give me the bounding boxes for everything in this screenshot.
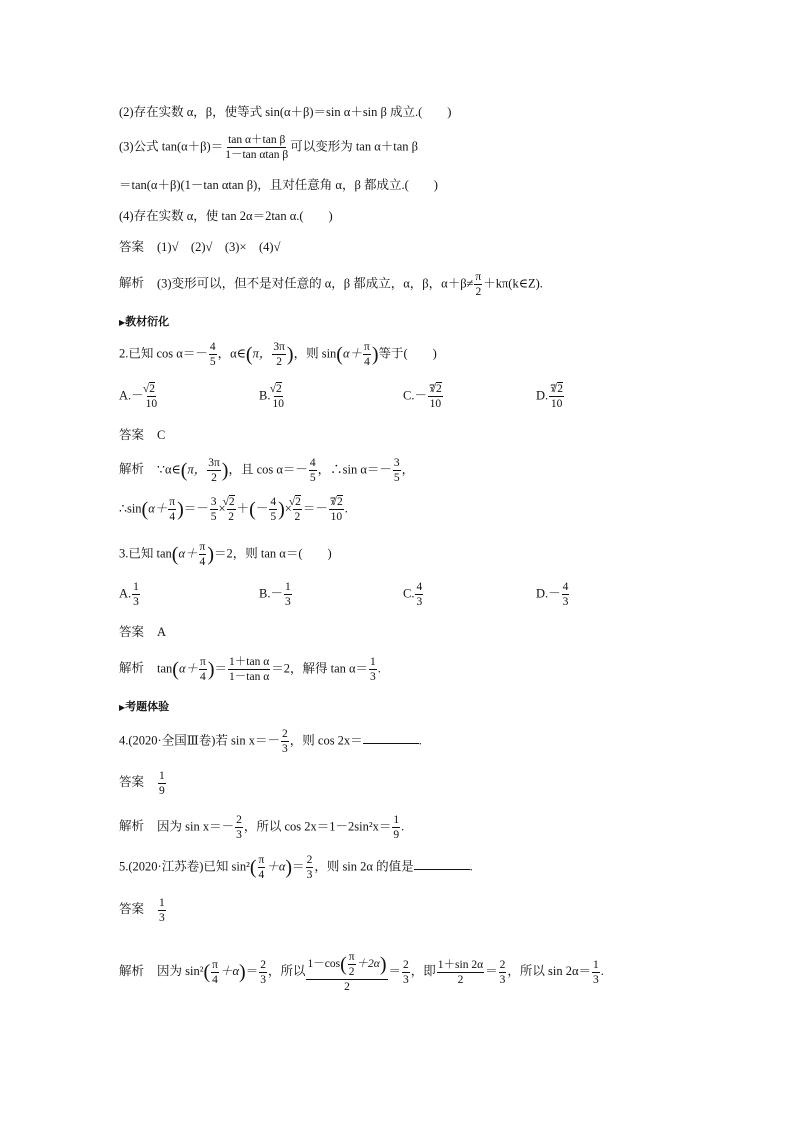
alpha-plus: α＋ xyxy=(148,501,168,516)
numerator: √ 2 xyxy=(274,382,283,397)
fraction: $\frac{\pi}{4}$ xyxy=(212,958,218,986)
fraction: $\frac{\pi}{4}$ xyxy=(364,341,370,368)
statement-3-part1: (3)公式 tan(α＋β)＝ $\frac{\text{tan α＋tan β}}{\text{1－tan αtan β}}$ 可以变形为 tan α＋tan β xyxy=(119,134,419,161)
tan-sum-fraction: $\frac{\text{tan α＋tan β}}{\text{1－tan αtan β}}$ xyxy=(225,134,289,161)
option-d[interactable]: D.－ $\frac{4}{3}$ xyxy=(536,581,569,608)
left-paren: ( xyxy=(172,658,179,681)
option-c[interactable]: C.－ $\frac{7√ 2}{10}$ xyxy=(403,382,444,411)
left-paren: ( xyxy=(203,961,211,983)
answer-5: 答案 $\frac{1}{3}$ xyxy=(119,897,165,924)
answer-4: 答案 $\frac{1}{9}$ xyxy=(119,770,165,797)
plus-alpha: ＋α xyxy=(266,859,286,874)
numerator: 7√ 2 xyxy=(329,495,344,510)
fraction: $\frac{2}{3}$ xyxy=(499,958,506,986)
right-paren: ) xyxy=(207,658,215,681)
right-paren: ) xyxy=(207,543,214,566)
left-paren: ( xyxy=(249,498,256,521)
left-paren: ( xyxy=(180,459,188,482)
triangle-marker-icon: ▶ xyxy=(119,318,126,327)
pi-symbol: π， xyxy=(252,346,272,361)
right-paren: ) xyxy=(177,498,184,521)
statement-2: (2)存在实数 α，β，使等式 sin(α＋β)＝sin α＋sin β 成立.( ) xyxy=(119,105,452,119)
fraction: $\frac{7√ 2}{10}$ xyxy=(428,382,443,411)
answer-1: 答案 (1)√ (2)√ (3)× (4)√ xyxy=(119,240,281,254)
fraction: $\frac{\text{1＋tan α}}{\text{1－tan α}}$ xyxy=(229,656,270,683)
numerator: √ 2 xyxy=(227,495,236,510)
fraction: $\frac{4}{5}$ xyxy=(209,341,216,368)
plus-2alpha: ＋2α xyxy=(356,958,380,971)
alpha-plus: α＋ xyxy=(342,346,363,361)
fraction: $\frac{4}{3}$ xyxy=(562,581,569,608)
fraction: $\frac{2}{3}$ xyxy=(282,728,288,755)
option-a[interactable]: A. $\frac{1}{3}$ xyxy=(119,581,139,608)
answer-3: 答案 A xyxy=(119,625,167,639)
fraction: √ $\frac{2}{2}$ xyxy=(293,495,302,524)
question-5-stem: 5.(2020·江苏卷)已知 sin²( $\frac{\pi}{4}$ ＋α)＝ $\frac{2}{3}$ ，则 sin 2α 的值是 . xyxy=(119,854,473,881)
right-paren: ) xyxy=(286,343,294,366)
fraction: $\frac{4}{5}$ xyxy=(270,496,277,523)
analysis-2-line1: 解析 ∵α∈(π， $\frac{3\pi}{2}$ )，且 cos α＝－ $\frac{4}{5}$ ，∴sin α＝－ $\frac{3}{5}$ ， xyxy=(119,457,415,484)
alpha-plus: α＋ xyxy=(178,661,199,676)
right-paren: ) xyxy=(371,343,379,366)
plus-alpha: ＋α xyxy=(219,963,240,978)
fraction: $\frac{1}{3}$ xyxy=(159,897,165,924)
option-c[interactable]: C. $\frac{4}{3}$ xyxy=(403,581,423,608)
option-d[interactable]: D. $\frac{7√ 2}{10}$ xyxy=(536,382,565,411)
numerator: 7√ 2 xyxy=(428,382,443,397)
pi-symbol: π， xyxy=(187,462,207,477)
analysis-5: 解析 因为 sin²( $\frac{\pi}{4}$ ＋α)＝ $\frac{2}{3}$ ，所以 1－cos( $\frac{\pi}{2}$ ＋2α) 2 ＝ $\frac{2}{3}$ ，即 $\frac{1+\sin 2\alpha}{2}$ ＝ $\frac{2}{3}$ ，所以 sin 2α＝ $\frac{1}{3}$ . xyxy=(119,951,604,993)
right-paren: ) xyxy=(278,498,285,521)
fraction: $\frac{2}{3}$ xyxy=(236,814,242,841)
fraction: $\frac{\pi}{4}$ xyxy=(200,656,206,683)
analysis-3: 解析 tan(α＋ $\frac{\pi}{4}$ )＝ $\frac{\text{1＋tan α}}{\text{1－tan α}}$ ＝2，解得 tan α＝ $\frac{1}{3}$ . xyxy=(119,656,381,683)
fraction: $\frac{\pi}{2}$ xyxy=(348,951,355,978)
fraction: $\frac{\pi}{4}$ xyxy=(169,496,176,523)
fraction: $\frac{2}{3}$ xyxy=(306,854,313,881)
big-fraction: 1－cos( $\frac{\pi}{2}$ ＋2α) 2 xyxy=(307,951,387,993)
fraction: $\frac{1}{3}$ xyxy=(133,581,139,608)
fraction: $\frac{7√ 2}{10}$ xyxy=(549,382,564,411)
fraction: √ $\frac{2}{10}$ xyxy=(145,382,159,411)
fraction: √ $\frac{2}{2}$ xyxy=(227,495,236,524)
right-paren: ) xyxy=(285,856,293,879)
comma: ， xyxy=(401,462,415,477)
fraction: $\frac{3}{5}$ xyxy=(210,496,217,523)
pi-over-2: $\frac{\pi}{2}$ xyxy=(475,271,482,298)
fraction: $\frac{1}{9}$ xyxy=(393,814,400,841)
triangle-marker-icon: ▶ xyxy=(119,703,126,712)
statement-4: (4)存在实数 α，使 tan 2α＝2tan α.( ) xyxy=(119,209,333,223)
numerator: √ 2 xyxy=(293,495,302,510)
fraction: $\frac{4}{5}$ xyxy=(309,457,316,484)
numerator: 7√ 2 xyxy=(549,382,564,397)
question-2-stem: 2.已知 cos α＝－ $\frac{4}{5}$ ，α∈(π， $\frac{3\pi}{2}$ )，则 sin(α＋ $\frac{\pi}{4}$ )等于( ) xyxy=(119,341,437,368)
numerator: 1－cos( $\frac{\pi}{2}$ ＋2α) xyxy=(307,951,387,978)
left-paren: ( xyxy=(141,498,149,521)
left-paren: ( xyxy=(171,543,179,566)
analysis-2-line2: ∴sin(α＋ $\frac{\pi}{4}$ )＝－ $\frac{3}{5}$ × √ $\frac{2}{2}$ ＋(－ $\frac{4}{5}$ )× √ $\frac{2}{2}$ ＝－ $\frac{7√ 2}{10}$ . xyxy=(119,495,348,524)
answer-2: 答案 C xyxy=(119,428,166,442)
right-paren: ) xyxy=(221,459,229,482)
left-paren: ( xyxy=(245,343,253,366)
fraction: $\frac{3\pi}{2}$ xyxy=(208,457,220,484)
left-paren: ( xyxy=(336,343,343,366)
fraction: $\frac{1}{3}$ xyxy=(593,958,599,986)
equals: ＝ xyxy=(214,661,228,676)
fraction: $\frac{3\pi}{2}$ xyxy=(273,341,285,368)
alpha-plus: α＋ xyxy=(178,546,198,561)
fraction: $\frac{2}{3}$ xyxy=(403,958,409,986)
analysis-1: 解析 (3)变形可以，但不是对任意的 α，β 都成立，α，β，α＋β≠ $\frac{\pi}{2}$ ＋kπ(k∈Z). xyxy=(119,271,543,298)
analysis-4: 解析 因为 sin x＝－ $\frac{2}{3}$ ，所以 cos 2x＝1－2sin²x＝ $\frac{1}{9}$ . xyxy=(119,814,405,841)
statement-3-part2: ＝tan(α＋β)(1－tan αtan β)，且对任意角 α，β 都成立.( ) xyxy=(119,178,438,192)
answer-blank[interactable] xyxy=(414,857,470,870)
left-paren: ( xyxy=(340,953,347,976)
fraction: $\frac{1}{3}$ xyxy=(284,581,291,608)
fraction: $\frac{3}{5}$ xyxy=(393,457,400,484)
fraction: $\frac{1}{9}$ xyxy=(159,770,165,797)
fraction: $\frac{7√ 2}{10}$ xyxy=(329,495,344,524)
option-b[interactable]: B. √ $\frac{2}{10}$ xyxy=(259,382,286,411)
fraction: $\frac{4}{3}$ xyxy=(416,581,423,608)
answer-blank[interactable] xyxy=(363,731,419,744)
option-a[interactable]: A.－ √ $\frac{2}{10}$ xyxy=(119,382,159,411)
numerator: √ 2 xyxy=(147,382,156,397)
fraction: $\frac{\pi}{4}$ xyxy=(199,541,206,568)
question-3-stem: 3.已知 tan(α＋ $\frac{\pi}{4}$ )＝2，则 tan α＝( ) xyxy=(119,541,332,568)
fraction: √ $\frac{2}{10}$ xyxy=(271,382,285,411)
right-paren: ) xyxy=(239,961,246,983)
option-b[interactable]: B.－ $\frac{1}{3}$ xyxy=(259,581,291,608)
fraction: $\frac{1+\sin 2\alpha}{2}$ xyxy=(437,958,484,986)
right-paren: ) xyxy=(379,953,387,976)
section-header-1: ▶教材衍化 xyxy=(119,315,170,328)
fraction: $\frac{2}{3}$ xyxy=(260,958,266,986)
fraction: $\frac{\pi}{4}$ xyxy=(258,854,265,881)
question-4-stem: 4.(2020·全国Ⅲ卷)若 sin x＝－ $\frac{2}{3}$ ，则 cos 2x＝ . xyxy=(119,728,422,755)
section-header-2: ▶考题体验 xyxy=(119,700,170,713)
left-paren: ( xyxy=(249,856,257,879)
fraction: $\frac{1}{3}$ xyxy=(370,656,376,683)
